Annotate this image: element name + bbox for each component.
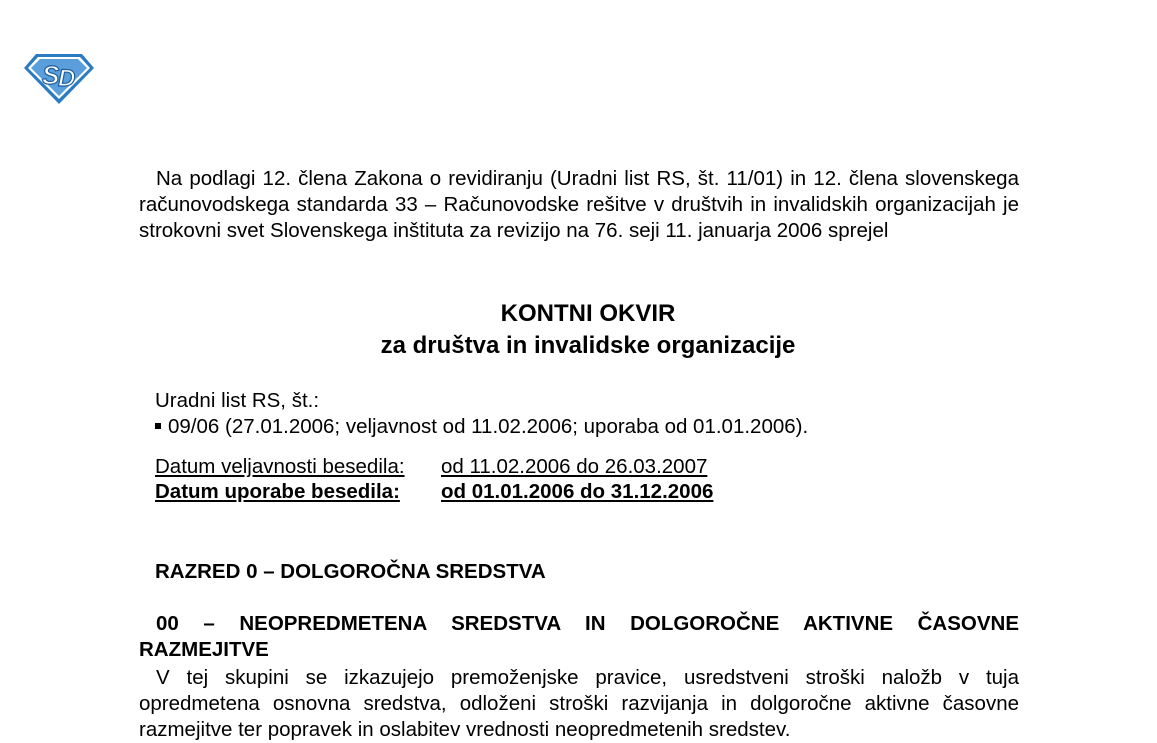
validity-label: Datum veljavnosti besedila: [155,455,405,478]
sd-logo [22,48,96,106]
document-title [139,298,1037,362]
group-description: V tej skupini se izkazujejo premoženjske pravice, usredstveni stroški naložb v tuja opredmetena osnovna sredstva, odloženi stroški razvijanja in dolgoročne aktivne časovne razmejitve ter popravek in oslabitev vrednosti neopredmetenih sredstev. [139,666,1019,741]
gazette-entry-row [155,414,808,440]
logo-icon [22,48,96,106]
use-label: Datum uporabe besedila: [155,480,400,503]
title-line-2: za društva in invalidske organizacije [380,332,796,359]
svg-text:D: D [58,65,76,92]
gazette-label: Uradni list RS, št.: [155,389,320,412]
intro-paragraph: Na podlagi 12. člena Zakona o revidiranju (Uradni list RS, št. 11/01) in 12. člena slovenskega računovodskega standarda 33 – Računovodske rešitve v društvih in invalidskih organizacijah je strokovni svet Slovenskega inštituta za revizijo na 76. seji 11. januarja 2006 sprejel [139,167,1019,242]
dates-block [155,454,713,504]
validity-value: od 11.02.2006 do 26.03.2007 [441,455,708,478]
title-line-1: KONTNI OKVIR [500,300,676,327]
class-heading: RAZRED 0 – DOLGOROČNA SREDSTVA [155,560,546,583]
use-row [155,479,713,504]
use-value: od 01.01.2006 do 31.12.2006 [441,480,714,503]
bullet-icon [155,423,161,429]
group-heading: 00 – NEOPREDMETENA SREDSTVA IN DOLGOROČNE AKTIVNE ČASOVNE RAZMEJITVE [139,612,1019,661]
gazette-reference [155,388,808,440]
svg-text:S: S [42,60,60,90]
validity-row [155,454,713,479]
gazette-entry: 09/06 (27.01.2006; veljavnost od 11.02.2006; uporaba od 01.01.2006). [168,415,809,438]
